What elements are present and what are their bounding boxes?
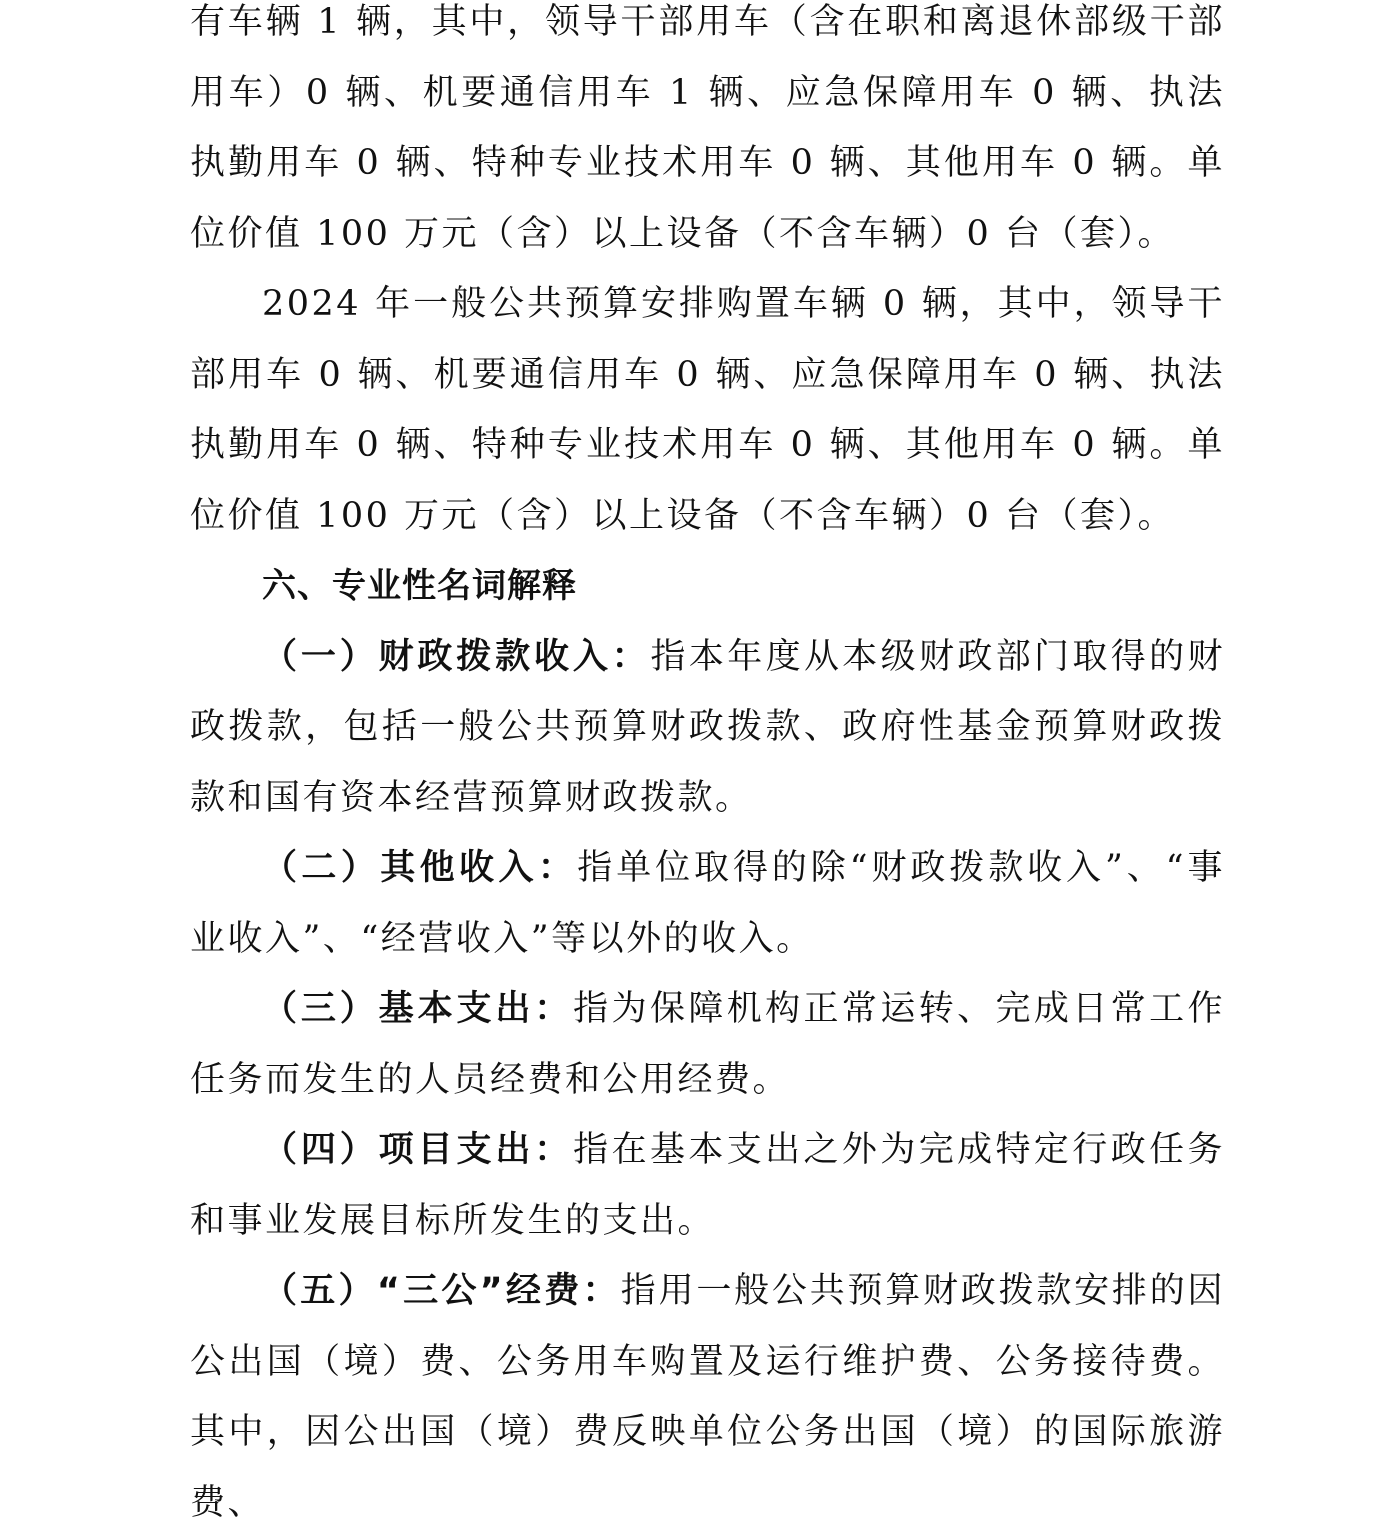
paragraph-vehicles-2024: 2024 年一般公共预算安排购置车辆 0 辆，其中，领导干部用车 0 辆、机要通信用车 0 辆、应急保障用车 0 辆、执法执勤用车 0 辆、特种专业技术用车 0 辆、其他用车 0 辆。单位价值 100 万元（含）以上设备（不含车辆）0 台（套）。 (190, 284, 1225, 536)
definition-text: 指本年度从本级财政部门取得的财政拨款，包括一般公共预算财政拨款、政府性基金预算财政拨款和国有资本经营预算财政拨款。 (190, 636, 1225, 818)
definition-text: 指单位取得的除“财政拨款收入”、“事业收入”、“经营收入”等以外的收入。 (190, 848, 1225, 959)
definition-other-income (190, 833, 1225, 974)
definition-fiscal-appropriation-income (190, 622, 1225, 834)
definition-term: （二）其他收入： (262, 848, 578, 888)
definition-term: （四）项目支出： (262, 1130, 574, 1170)
definition-three-public-expenses (190, 1256, 1225, 1538)
definition-text: 指用一般公共预算财政拨款安排的因公出国（境）费、公务用车购置及运行维护费、公务接待费。其中，因公出国（境）费反映单位公务出国（境）的国际旅游费、 (190, 1271, 1225, 1523)
definition-basic-expenditure (190, 974, 1225, 1115)
paragraph-vehicles-existing: 有车辆 1 辆，其中，领导干部用车（含在职和离退休部级干部用车）0 辆、机要通信用车 1 辆、应急保障用车 0 辆、执法执勤用车 0 辆、特种专业技术用车 0 辆、其他用车 0 辆。单位价值 100 万元（含）以上设备（不含车辆）0 台（套）。 (190, 2, 1225, 254)
definition-term: （五）“三公”经费： (262, 1271, 621, 1311)
definition-project-expenditure (190, 1115, 1225, 1256)
definition-term: （三）基本支出： (262, 989, 574, 1029)
definition-text: 指为保障机构正常运转、完成日常工作任务而发生的人员经费和公用经费。 (190, 989, 1225, 1100)
document-page (190, 0, 1225, 1538)
definition-term: （一）财政拨款收入： (262, 636, 651, 677)
section-heading-terms: 六、专业性名词解释 (262, 566, 577, 606)
definition-text: 指在基本支出之外为完成特定行政任务和事业发展目标所发生的支出。 (190, 1130, 1225, 1241)
